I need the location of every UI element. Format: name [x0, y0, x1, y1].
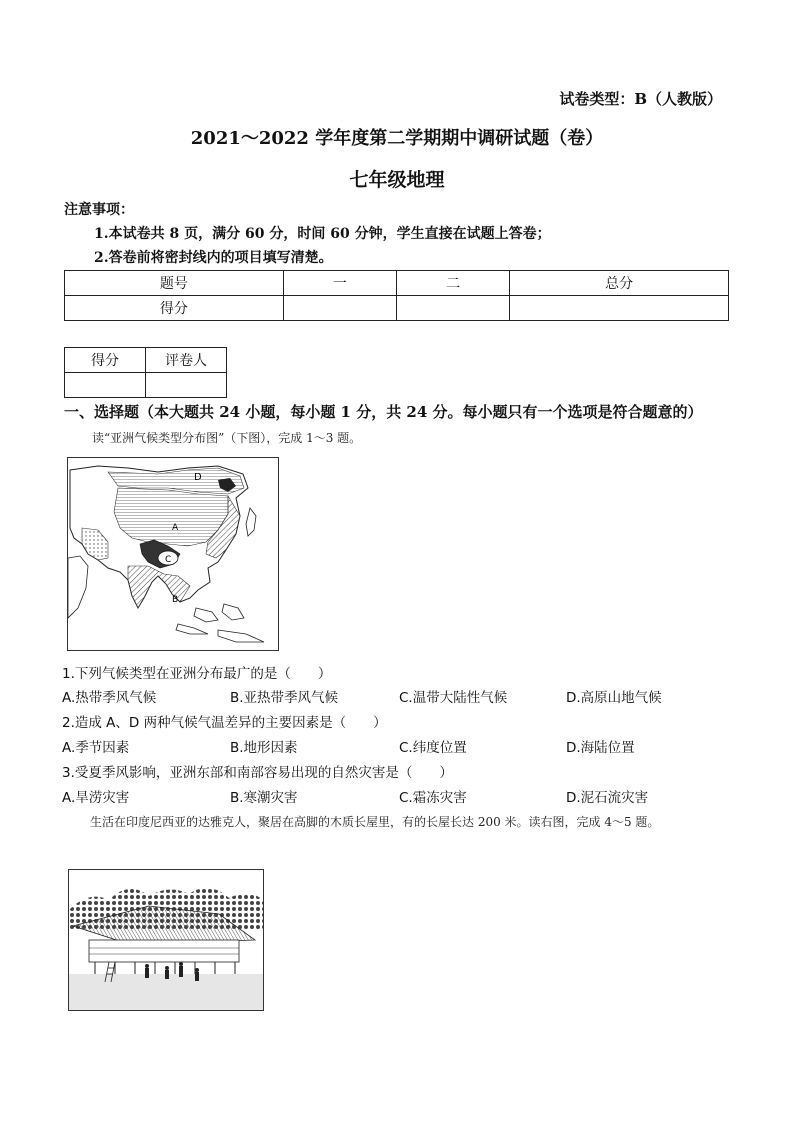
exam-subtitle: 七年级地理	[349, 169, 445, 191]
option-b: B.地形因素	[230, 740, 298, 756]
map-label-c: C	[165, 555, 172, 565]
score-table	[64, 270, 729, 321]
option-d: D.泥石流灾害	[566, 790, 649, 806]
grader-name-cell	[146, 373, 227, 398]
map-label-a: A	[172, 523, 179, 533]
notice-item: 1.本试卷共 8 页，满分 60 分，时间 60 分钟，学生直接在试题上答卷；	[94, 226, 551, 242]
section-heading: 一、选择题（本大题共 24 小题，每小题 1 分，共 24 分。每小题只有一个选项是符合题意的）	[64, 403, 703, 421]
map-label-d: D	[194, 472, 202, 483]
map-label-b: B	[172, 595, 179, 605]
longhouse-drawing	[69, 870, 263, 1010]
score-table-header: 题号	[65, 271, 284, 296]
option-b: B.寒潮灾害	[230, 790, 298, 806]
option-c: C.纬度位置	[399, 740, 467, 756]
notice-heading: 注意事项：	[64, 202, 134, 218]
option-d: D.高原山地气候	[566, 690, 662, 706]
option-c: C.温带大陆性气候	[399, 690, 508, 706]
score-table-header: 二	[396, 271, 509, 296]
question-stem: 3.受夏季风影响，亚洲东部和南部容易出现的自然灾害是（ ）	[62, 765, 453, 781]
score-table-header: 一	[283, 271, 396, 296]
option-a: A.季节因素	[62, 740, 130, 756]
paper-type-label: 试卷类型：B（人教版）	[559, 90, 722, 108]
score-cell	[283, 296, 396, 321]
grader-table-header: 评卷人	[146, 348, 227, 373]
option-c: C.霜冻灾害	[399, 790, 467, 806]
option-b: B.亚热带季风气候	[230, 690, 339, 706]
notice-item: 2.答卷前将密封线内的项目填写清楚。	[94, 250, 333, 266]
asia-climate-map-drawing	[68, 458, 278, 650]
exam-title: 2021～2022 学年度第二学期期中调研试题（卷）	[190, 128, 604, 149]
longhouse-question-intro: 生活在印度尼西亚的达雅克人，聚居在高脚的木质长屋里，有的长屋长达 200 米。读右图，完成 4～5 题。	[90, 815, 660, 829]
map-question-intro: 读“亚洲气候类型分布图”（下图），完成 1～3 题。	[92, 431, 362, 445]
asia-climate-map	[67, 457, 279, 651]
question-stem: 1.下列气候类型在亚洲分布最广的是（ ）	[62, 666, 332, 682]
longhouse-illustration	[68, 869, 264, 1011]
score-cell	[510, 296, 729, 321]
grader-table-header: 得分	[65, 348, 146, 373]
question-stem: 2.造成 A、D 两种气候气温差异的主要因素是（ ）	[62, 715, 387, 731]
score-cell	[396, 296, 509, 321]
grader-table	[64, 347, 227, 398]
score-row-label: 得分	[65, 296, 284, 321]
option-a: A.热带季风气候	[62, 690, 157, 706]
option-a: A.旱涝灾害	[62, 790, 130, 806]
option-d: D.海陆位置	[566, 740, 635, 756]
grader-score-cell	[65, 373, 146, 398]
score-table-header: 总分	[510, 271, 729, 296]
